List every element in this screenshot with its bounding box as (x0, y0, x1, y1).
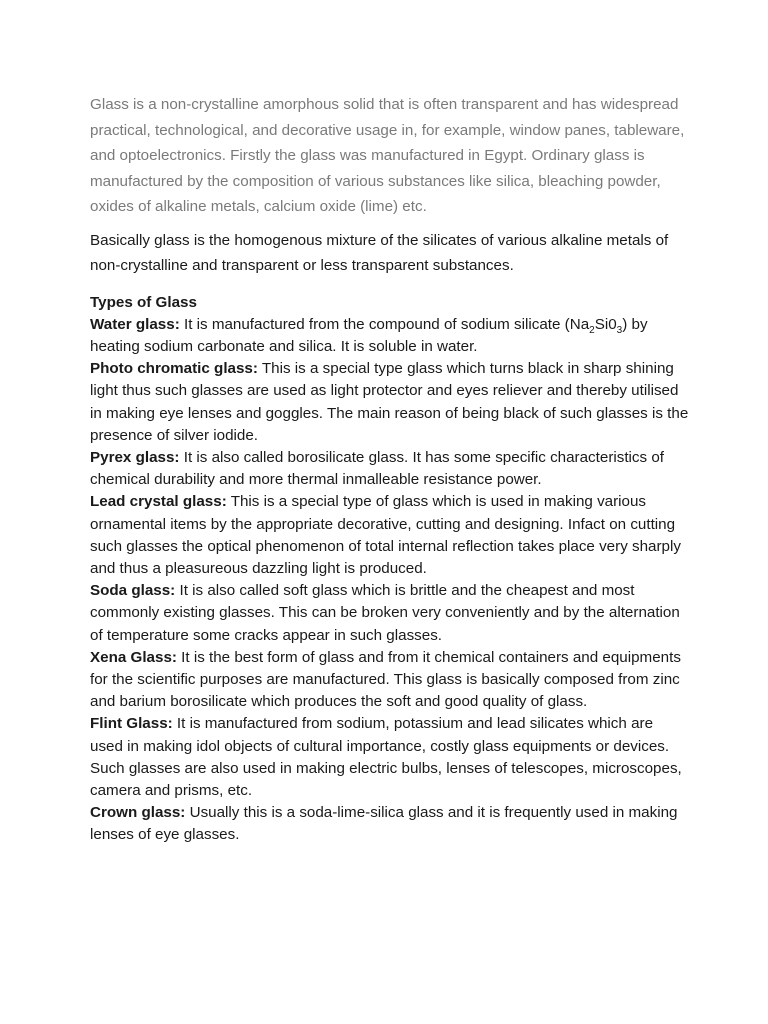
types-section (90, 292, 690, 847)
glass-description: Usually this is a soda-lime-silica glass and it is frequently used in making lenses of eye glasses. (90, 804, 678, 844)
glass-entry-lead-crystal (90, 491, 690, 580)
glass-description: It is also called borosilicate glass. It has some specific characteristics of chemical durability and more thermal inmalleable resistance power. (90, 448, 665, 489)
glass-term: Pyrex glass: (90, 448, 180, 466)
subscript: 3 (616, 324, 623, 336)
subscript: 2 (589, 324, 595, 336)
glass-description: It is also called soft glass which is brittle and the cheapest and most commonly existing glasses. This can be broken very conveniently and by the alternation of temperature some cracks appear in such glasses. (90, 582, 680, 644)
glass-term: Xena Glass: (90, 648, 177, 666)
glass-term: Lead crystal glass: (90, 493, 227, 511)
glass-description: This is a special type glass which turns black in sharp shining light thus such glasses are used as light protector and eyes reliever and thereby utilised in making eye lenses and goggles. The main reason of being black of such glasses is the presence of silver iodide. (90, 360, 689, 444)
glass-description: It is manufactured from sodium, potassium and lead silicates which are used in making idol objects of cultural importance, costly glass equipments or devices. Such glasses are also used in making electric bulbs, lenses of telescopes, microscopes, camera and prisms, etc. (90, 715, 682, 799)
glass-term: Crown glass: (90, 804, 186, 822)
glass-entry-flint (90, 713, 690, 802)
glass-entry-soda (90, 580, 690, 647)
glass-description: ) by heating sodium carbonate and silica. It is soluble in water. (90, 315, 648, 355)
types-heading: Types of Glass (90, 293, 197, 311)
glass-description: It is the best form of glass and from it chemical containers and equipments for the scientific purposes are manufactured. This glass is basically composed from zinc and barium borosilicate which produces the soft and good quality of glass. (90, 648, 681, 711)
intro-paragraph: Glass is a non-crystalline amorphous solid that is often transparent and has widespread practical, technological, and decorative usage in, for example, window panes, tableware, and optoelectronics. Firstly the glass was manufactured in Egypt. Ordinary glass is manufactured by the composition of various substances like silica, bleaching powder, oxides of alkaline metals, calcium oxide (lime) etc. (90, 96, 685, 215)
formula-part: Si0 (594, 315, 617, 333)
glass-term: Photo chromatic glass: (90, 360, 258, 378)
glass-entry-pyrex (90, 447, 690, 491)
basic-paragraph: Basically glass is the homogenous mixture of the silicates of various alkaline metals of non-crystalline and transparent or less transparent substances. (90, 231, 669, 274)
glass-entry-xena (90, 647, 690, 714)
glass-term: Flint Glass: (90, 715, 173, 733)
glass-entry-photo-chromatic (90, 358, 690, 447)
glass-term: Soda glass: (90, 582, 176, 600)
glass-entry-water (90, 314, 690, 358)
glass-entry-crown (90, 802, 690, 846)
glass-description: It is manufactured from the compound of sodium silicate (Na (179, 315, 590, 333)
document-page (90, 92, 690, 847)
glass-term: Water glass: (90, 315, 180, 333)
glass-description: This is a special type of glass which is used in making various ornamental items by the appropriate decorative, cutting and designing. Infact on cutting such glasses the optical phenomenon of total internal reflection takes place very sharply and thus a pleasureous dazzling light is produced. (90, 493, 681, 577)
